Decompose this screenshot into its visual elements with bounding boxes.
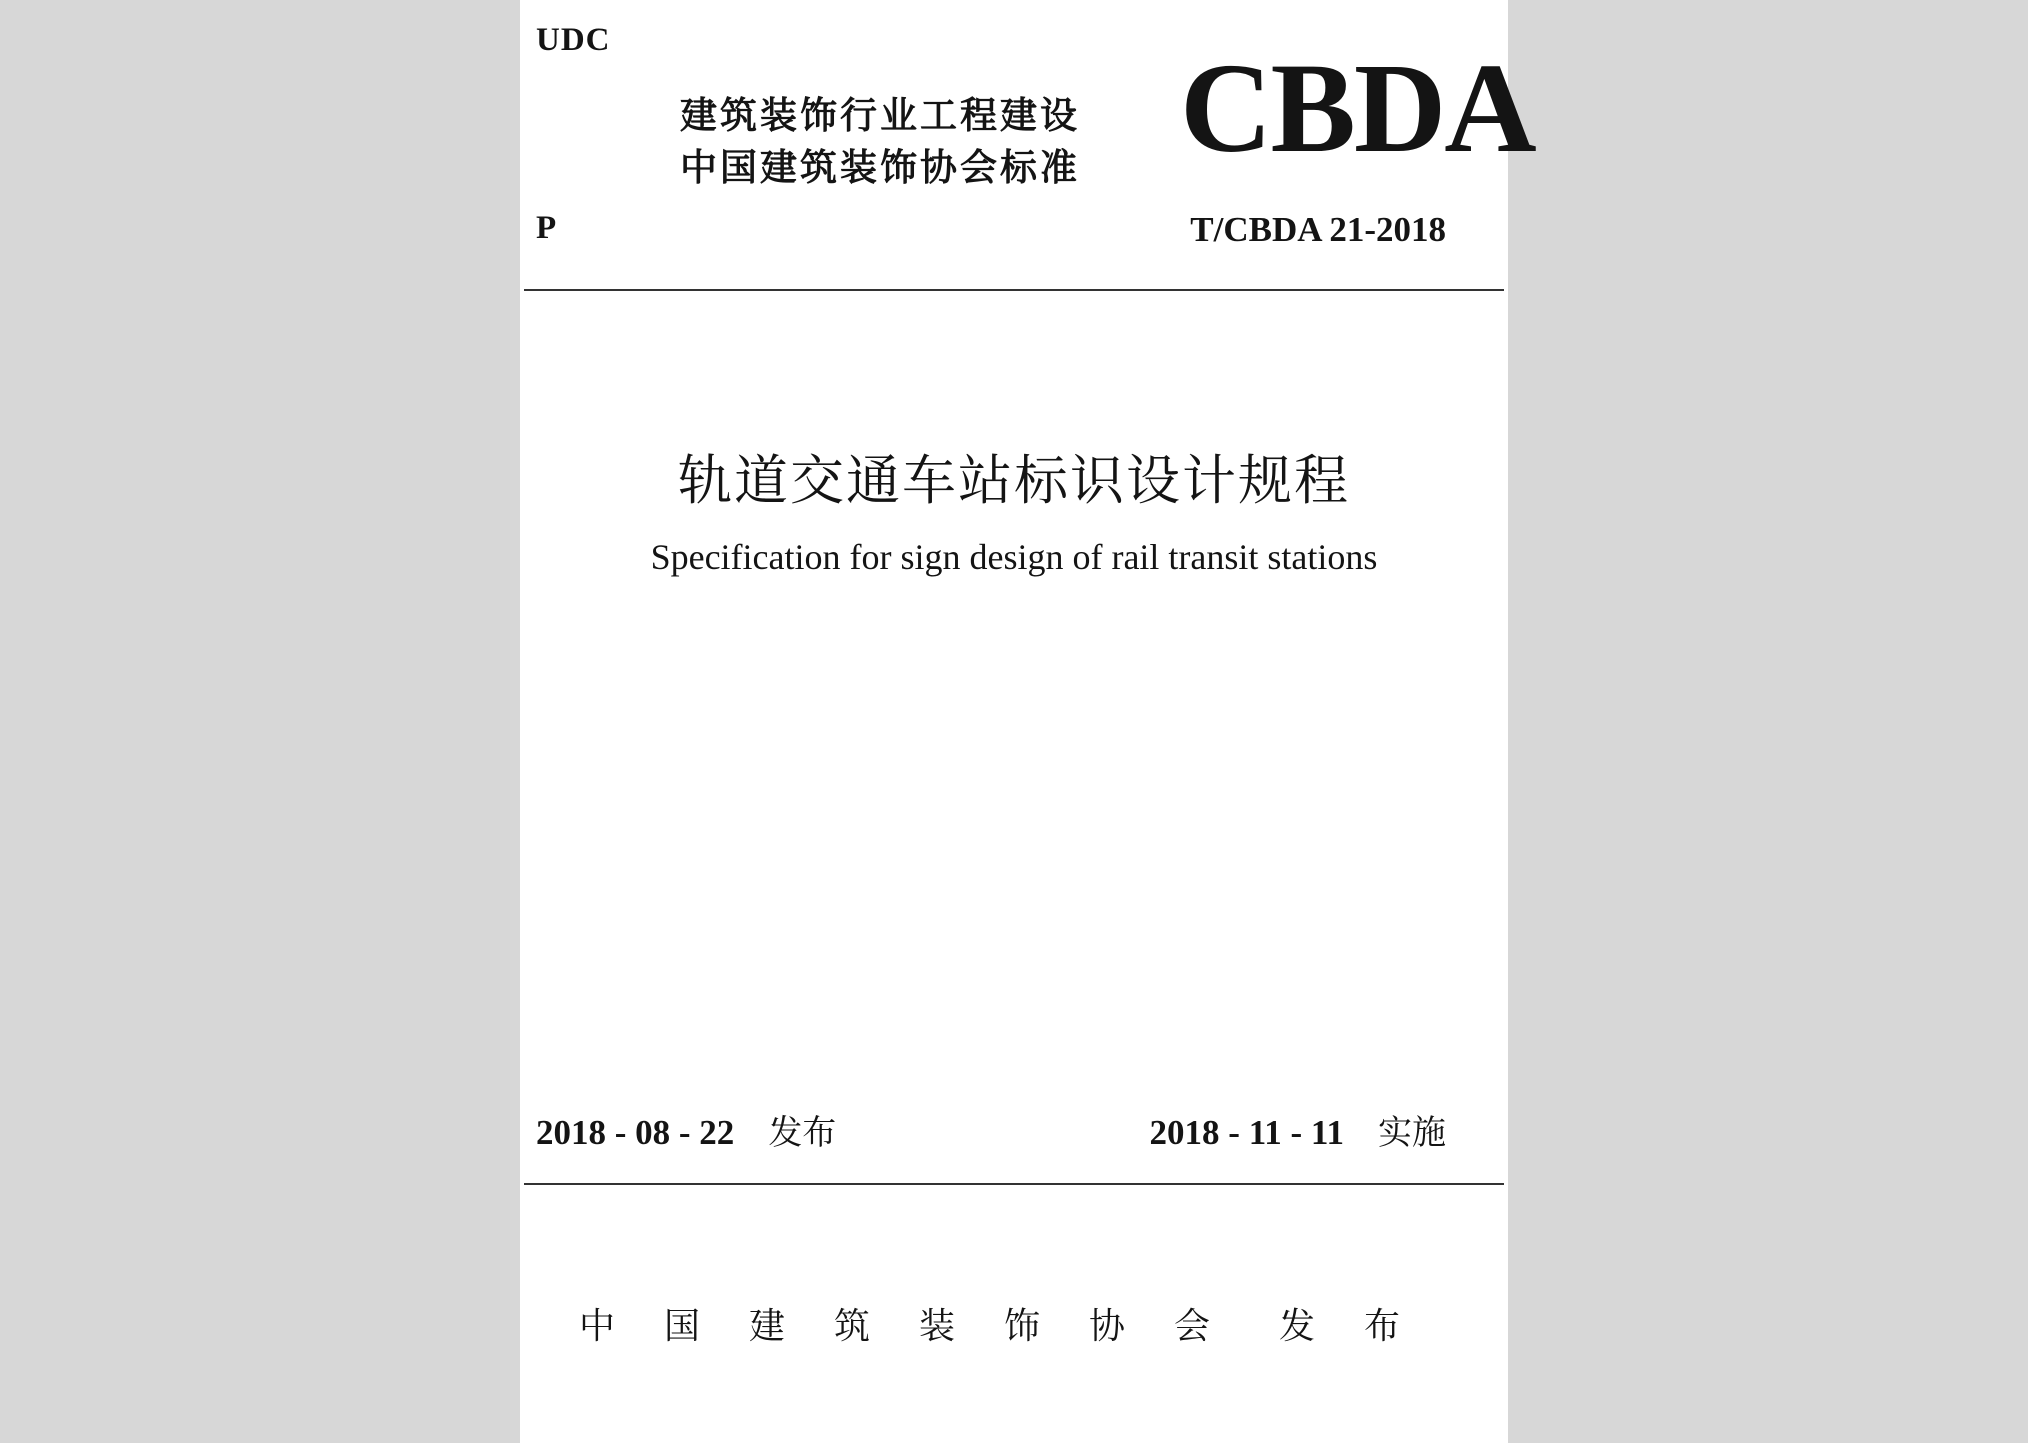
issue-date-row	[536, 1105, 836, 1154]
effective-date: 2018 - 11 - 11	[1149, 1113, 1344, 1152]
organization-line-2: 中国建筑装饰协会标准	[680, 146, 1080, 189]
standard-number: T/CBDA 21-2018	[1190, 210, 1446, 249]
organization-line-1: 建筑装饰行业工程建设	[680, 94, 1080, 137]
effective-date-row	[1150, 1105, 1446, 1154]
publisher-name: 中国建筑装饰协会	[578, 1306, 1259, 1347]
title-english: Specification for sign design of rail transit stations	[650, 537, 1378, 577]
title-chinese: 轨道交通车站标识设计规程	[678, 449, 1350, 512]
bottom-divider	[524, 1183, 1504, 1185]
organization-heading	[680, 90, 1080, 194]
top-divider	[524, 289, 1504, 291]
issue-label: 发布	[768, 1113, 837, 1153]
publisher-line	[520, 1298, 1508, 1349]
publisher-action: 发布	[1279, 1306, 1450, 1347]
effective-label: 实施	[1378, 1113, 1446, 1153]
classification-code: P	[536, 210, 557, 246]
cbda-logo: CBDA	[1180, 37, 1535, 179]
standard-cover-page	[520, 0, 1535, 1443]
udc-label: UDC	[536, 22, 611, 58]
issue-date: 2018 - 08 - 22	[536, 1113, 735, 1152]
